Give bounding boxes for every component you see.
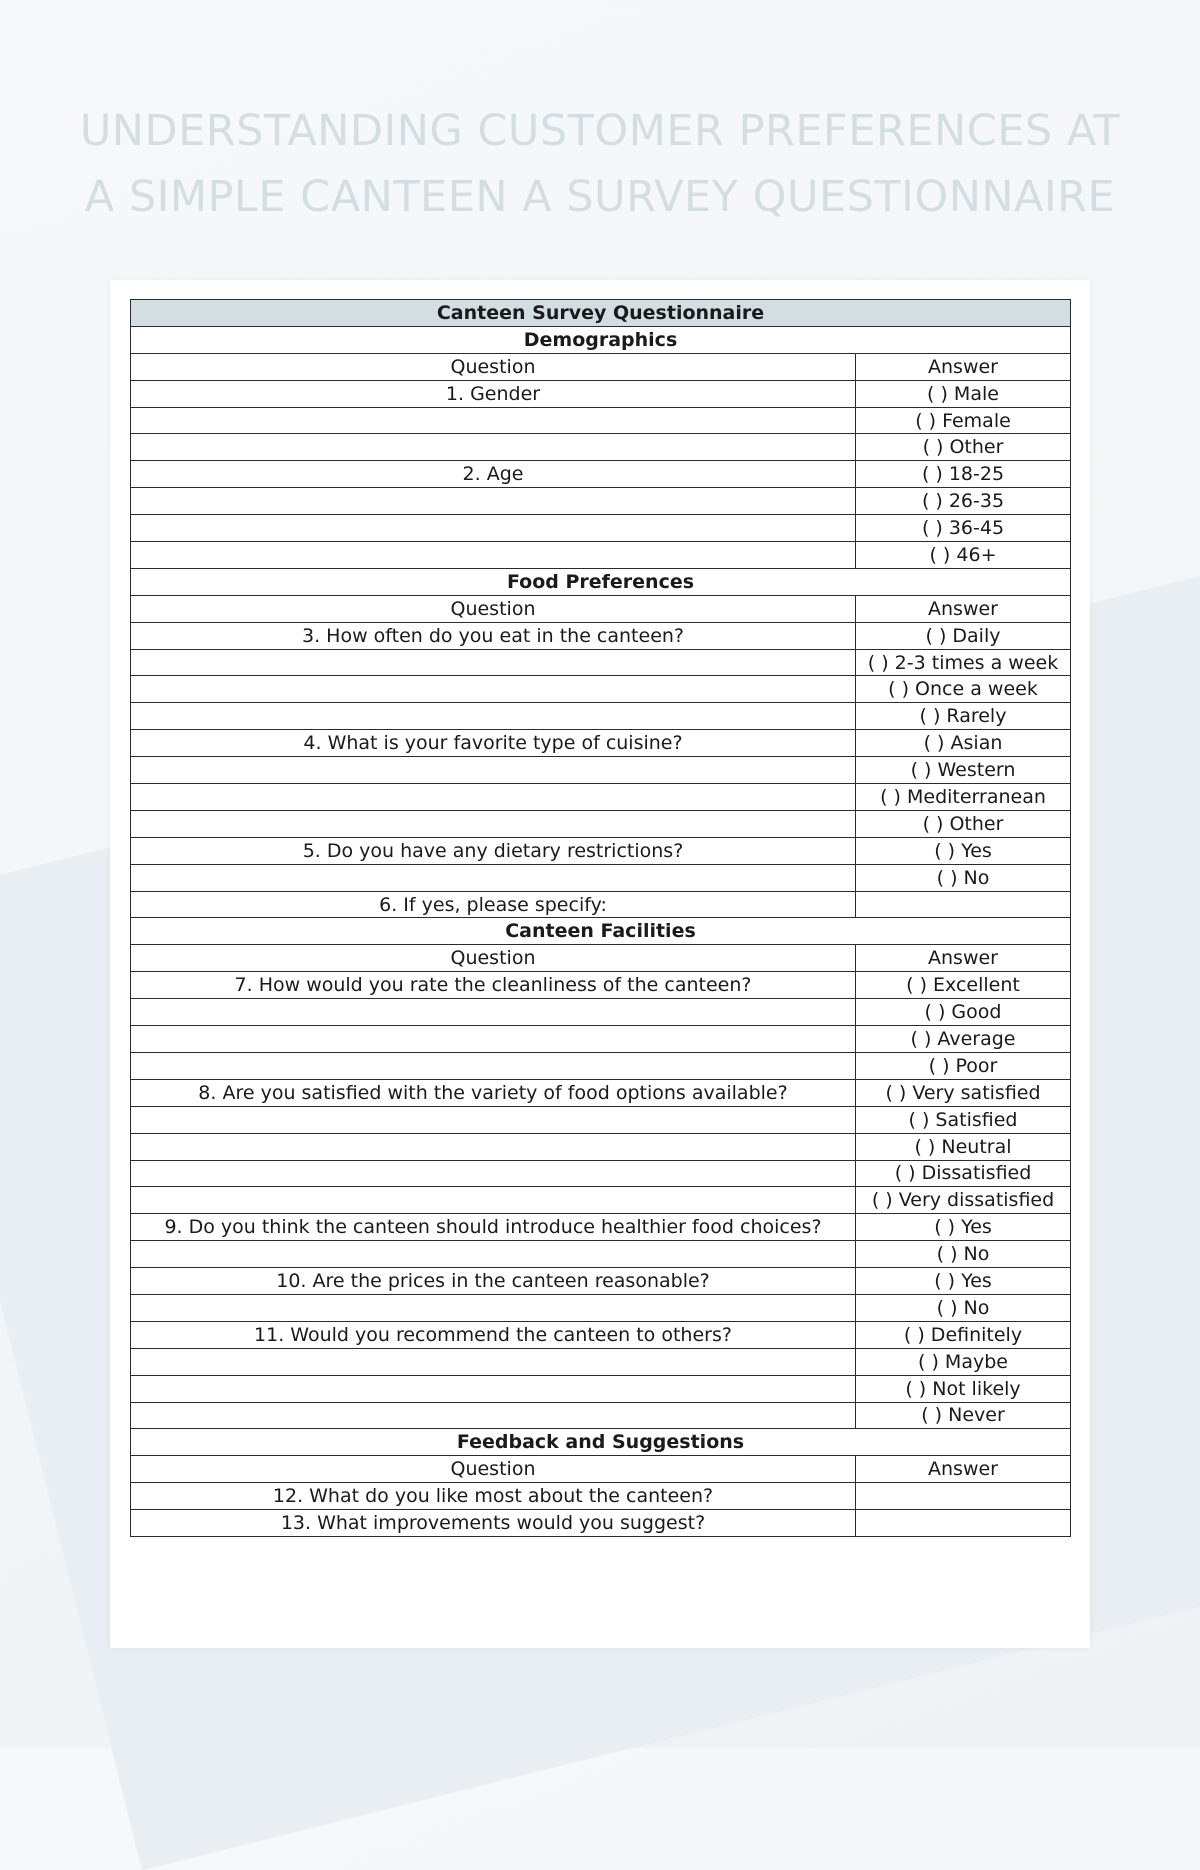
- question-cell: [131, 434, 856, 461]
- table-row: [131, 515, 1071, 542]
- table-row: [131, 1079, 1071, 1106]
- question-cell: 3. How often do you eat in the canteen?: [131, 622, 856, 649]
- answer-cell: ( ) Definitely: [856, 1321, 1071, 1348]
- table-row: [131, 1348, 1071, 1375]
- question-cell: [131, 1026, 856, 1053]
- column-header-row: [131, 353, 1071, 380]
- answer-cell: ( ) No: [856, 864, 1071, 891]
- section-header-food-preferences: [131, 568, 1071, 595]
- answer-cell: ( ) Other: [856, 434, 1071, 461]
- question-cell: [131, 810, 856, 837]
- answer-cell: ( ) Once a week: [856, 676, 1071, 703]
- question-cell: [131, 649, 856, 676]
- answer-cell: ( ) Other: [856, 810, 1071, 837]
- table-row: [131, 542, 1071, 569]
- table-row: [131, 1510, 1071, 1537]
- section-title: Feedback and Suggestions: [131, 1429, 1071, 1456]
- question-cell: [131, 1133, 856, 1160]
- survey-sheet: [110, 280, 1090, 1648]
- table-row: [131, 622, 1071, 649]
- answer-cell: ( ) No: [856, 1241, 1071, 1268]
- question-cell: [131, 703, 856, 730]
- answer-cell: ( ) Daily: [856, 622, 1071, 649]
- question-cell: 1. Gender: [131, 380, 856, 407]
- answer-cell: ( ) Very dissatisfied: [856, 1187, 1071, 1214]
- section-title: Demographics: [131, 326, 1071, 353]
- question-cell: [131, 864, 856, 891]
- table-row: [131, 757, 1071, 784]
- answer-cell: ( ) Satisfied: [856, 1106, 1071, 1133]
- question-cell: 5. Do you have any dietary restrictions?: [131, 837, 856, 864]
- table-row: [131, 1375, 1071, 1402]
- question-cell: 11. Would you recommend the canteen to others?: [131, 1321, 856, 1348]
- answer-cell: ( ) Western: [856, 757, 1071, 784]
- table-row: [131, 864, 1071, 891]
- table-row: [131, 730, 1071, 757]
- question-cell: [131, 1375, 856, 1402]
- answer-cell: ( ) Female: [856, 407, 1071, 434]
- answer-cell: ( ) Dissatisfied: [856, 1160, 1071, 1187]
- table-row: [131, 1133, 1071, 1160]
- column-header-row: [131, 595, 1071, 622]
- answer-cell: ( ) Poor: [856, 1052, 1071, 1079]
- table-title-row: [131, 300, 1071, 327]
- question-column-header: Question: [131, 595, 856, 622]
- question-cell: 9. Do you think the canteen should introduce healthier food choices?: [131, 1214, 856, 1241]
- answer-cell: ( ) Mediterranean: [856, 784, 1071, 811]
- question-cell: 4. What is your favorite type of cuisine?: [131, 730, 856, 757]
- answer-cell: ( ) Rarely: [856, 703, 1071, 730]
- page-title: [60, 98, 1140, 230]
- answer-cell: ( ) Never: [856, 1402, 1071, 1429]
- table-row: [131, 1160, 1071, 1187]
- answer-cell: [856, 891, 1071, 918]
- answer-cell: ( ) No: [856, 1294, 1071, 1321]
- answer-column-header: Answer: [856, 945, 1071, 972]
- question-cell: [131, 1294, 856, 1321]
- column-header-row: [131, 1456, 1071, 1483]
- answer-cell: ( ) 18-25: [856, 461, 1071, 488]
- table-row: [131, 649, 1071, 676]
- page-title-line-1: UNDERSTANDING CUSTOMER PREFERENCES AT: [79, 106, 1121, 156]
- answer-cell: ( ) 2-3 times a week: [856, 649, 1071, 676]
- table-row: [131, 1402, 1071, 1429]
- page-title-line-2: A SIMPLE CANTEEN A SURVEY QUESTIONNAIRE: [84, 172, 1116, 222]
- table-row: [131, 380, 1071, 407]
- section-title: Canteen Facilities: [131, 918, 1071, 945]
- section-title: Food Preferences: [131, 568, 1071, 595]
- question-cell: [131, 1348, 856, 1375]
- table-row: [131, 837, 1071, 864]
- question-cell: [131, 784, 856, 811]
- table-row: [131, 784, 1071, 811]
- question-column-header: Question: [131, 945, 856, 972]
- answer-column-header: Answer: [856, 1456, 1071, 1483]
- question-cell: 2. Age: [131, 461, 856, 488]
- table-row: [131, 703, 1071, 730]
- question-cell: [131, 999, 856, 1026]
- table-row: [131, 1214, 1071, 1241]
- question-cell: [131, 676, 856, 703]
- survey-table: [130, 299, 1071, 1537]
- answer-cell: ( ) Yes: [856, 1268, 1071, 1295]
- answer-cell: ( ) Maybe: [856, 1348, 1071, 1375]
- table-row: [131, 810, 1071, 837]
- question-cell: [131, 407, 856, 434]
- question-cell: [131, 757, 856, 784]
- section-header-canteen-facilities: [131, 918, 1071, 945]
- question-cell: [131, 1052, 856, 1079]
- question-cell: [131, 1187, 856, 1214]
- question-cell: [131, 515, 856, 542]
- table-row: [131, 488, 1071, 515]
- answer-cell: ( ) Yes: [856, 1214, 1071, 1241]
- answer-cell: ( ) Average: [856, 1026, 1071, 1053]
- table-row: [131, 1321, 1071, 1348]
- question-column-header: Question: [131, 1456, 856, 1483]
- answer-cell: [856, 1510, 1071, 1537]
- question-cell: [131, 1241, 856, 1268]
- question-cell: 13. What improvements would you suggest?: [131, 1510, 856, 1537]
- question-column-header: Question: [131, 353, 856, 380]
- table-row: [131, 461, 1071, 488]
- answer-cell: ( ) Male: [856, 380, 1071, 407]
- table-row: [131, 891, 1071, 918]
- table-row: [131, 1241, 1071, 1268]
- table-row: [131, 1294, 1071, 1321]
- table-row: [131, 1483, 1071, 1510]
- table-row: [131, 1268, 1071, 1295]
- question-cell: 6. If yes, please specify:: [131, 891, 856, 918]
- section-header-demographics: [131, 326, 1071, 353]
- table-row: [131, 1106, 1071, 1133]
- question-cell: [131, 488, 856, 515]
- column-header-row: [131, 945, 1071, 972]
- table-row: [131, 1052, 1071, 1079]
- answer-cell: ( ) 26-35: [856, 488, 1071, 515]
- question-cell: 10. Are the prices in the canteen reasonable?: [131, 1268, 856, 1295]
- answer-cell: ( ) Very satisfied: [856, 1079, 1071, 1106]
- question-cell: [131, 1106, 856, 1133]
- answer-cell: ( ) Excellent: [856, 972, 1071, 999]
- answer-column-header: Answer: [856, 595, 1071, 622]
- table-title: Canteen Survey Questionnaire: [131, 300, 1071, 327]
- answer-cell: ( ) Neutral: [856, 1133, 1071, 1160]
- section-header-feedback-and-suggestions: [131, 1429, 1071, 1456]
- question-cell: 7. How would you rate the cleanliness of the canteen?: [131, 972, 856, 999]
- table-row: [131, 434, 1071, 461]
- question-cell: 8. Are you satisfied with the variety of food options available?: [131, 1079, 856, 1106]
- question-cell: 12. What do you like most about the canteen?: [131, 1483, 856, 1510]
- answer-cell: ( ) 36-45: [856, 515, 1071, 542]
- table-row: [131, 407, 1071, 434]
- question-cell: [131, 1402, 856, 1429]
- answer-cell: ( ) Good: [856, 999, 1071, 1026]
- table-row: [131, 676, 1071, 703]
- question-cell: [131, 542, 856, 569]
- answer-column-header: Answer: [856, 353, 1071, 380]
- answer-cell: [856, 1483, 1071, 1510]
- answer-cell: ( ) Yes: [856, 837, 1071, 864]
- answer-cell: ( ) 46+: [856, 542, 1071, 569]
- table-row: [131, 1187, 1071, 1214]
- question-cell: [131, 1160, 856, 1187]
- table-row: [131, 972, 1071, 999]
- answer-cell: ( ) Not likely: [856, 1375, 1071, 1402]
- table-row: [131, 999, 1071, 1026]
- answer-cell: ( ) Asian: [856, 730, 1071, 757]
- survey-table-body: [131, 300, 1071, 1537]
- table-row: [131, 1026, 1071, 1053]
